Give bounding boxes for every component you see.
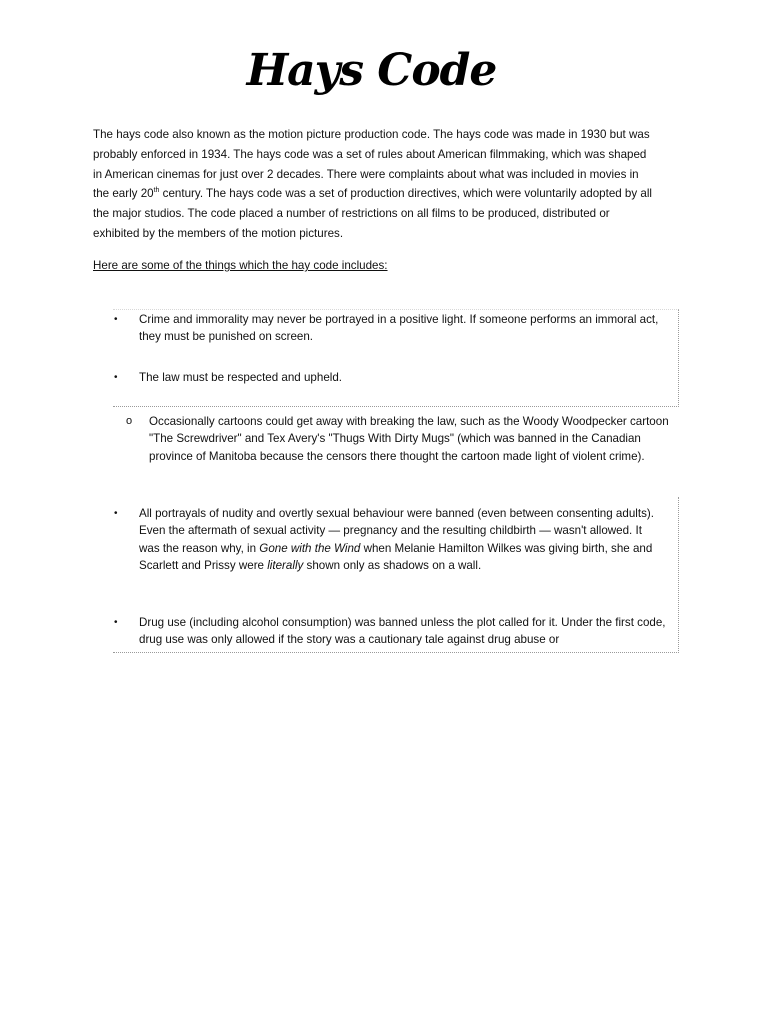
- nudity-text-b: when Melanie Hamilton Wilkes was giving birth, she and Scarlett and Prissy were: [139, 541, 653, 573]
- list-item-cartoons: Occasionally cartoons could get away with breaking the law, such as the Woody Woodpecker cartoon "The Screwdriver" and Tex Avery's "Thugs With Dirty Mugs" (which was banned in the Canadian province of Manitoba because the censors there thought the cartoon made light of violent crime).: [149, 415, 669, 463]
- list-item-drugs: Drug use (including alcohol consumption) was banned unless the plot called for it. Under the first code, drug use was only allowed if the story was a cautionary tale against drug abuse or: [139, 616, 666, 647]
- intro-text-part2: century. The hays code was a set of production directives, which were voluntarily adopted by all the major studios. The code placed a number of restrictions on all films to be produced, distributed or exhibited by the members of the motion pictures.: [93, 187, 653, 240]
- bullet-icon: •: [114, 314, 118, 325]
- list-item-crime: Crime and immorality may never be portrayed in a positive light. If someone performs an immoral act, they must be punished on screen.: [139, 313, 659, 344]
- bullet-icon: •: [114, 372, 118, 383]
- intro-superscript: th: [153, 187, 160, 195]
- nudity-text-a: All portrayals of nudity and overtly sexual behaviour were banned (even between consenting adults). Even the aftermath of sexual activity — pregnancy and the resulting childbirth — wasn't allowed. It was the reason why, in: [139, 507, 654, 555]
- document-title: Hays Code: [246, 45, 497, 96]
- drug-item-clip: [139, 614, 684, 651]
- nudity-italic-title: Gone with the Wind: [259, 541, 361, 555]
- list-item-nudity: [139, 505, 654, 575]
- nudity-text-c: shown only as shadows on a wall.: [303, 559, 482, 573]
- intro-paragraph: [93, 125, 653, 244]
- list-subheading: Here are some of the things which the hay code includes:: [93, 259, 388, 272]
- list-item-law: The law must be respected and upheld.: [139, 371, 343, 384]
- bullet-icon: •: [114, 617, 118, 628]
- sub-bullet-icon: o: [126, 415, 133, 427]
- nudity-italic-emphasis: literally: [267, 559, 304, 573]
- bullet-icon: •: [114, 508, 118, 519]
- intro-text-part1: The hays code also known as the motion picture production code. The hays code was made in 1930 but was probably enforced in 1934. The hays code was a set of rules about American filmmaking, which was shaped in American cinemas for just over 2 decades. There were complaints about what was included in movies in the early 20: [93, 128, 650, 201]
